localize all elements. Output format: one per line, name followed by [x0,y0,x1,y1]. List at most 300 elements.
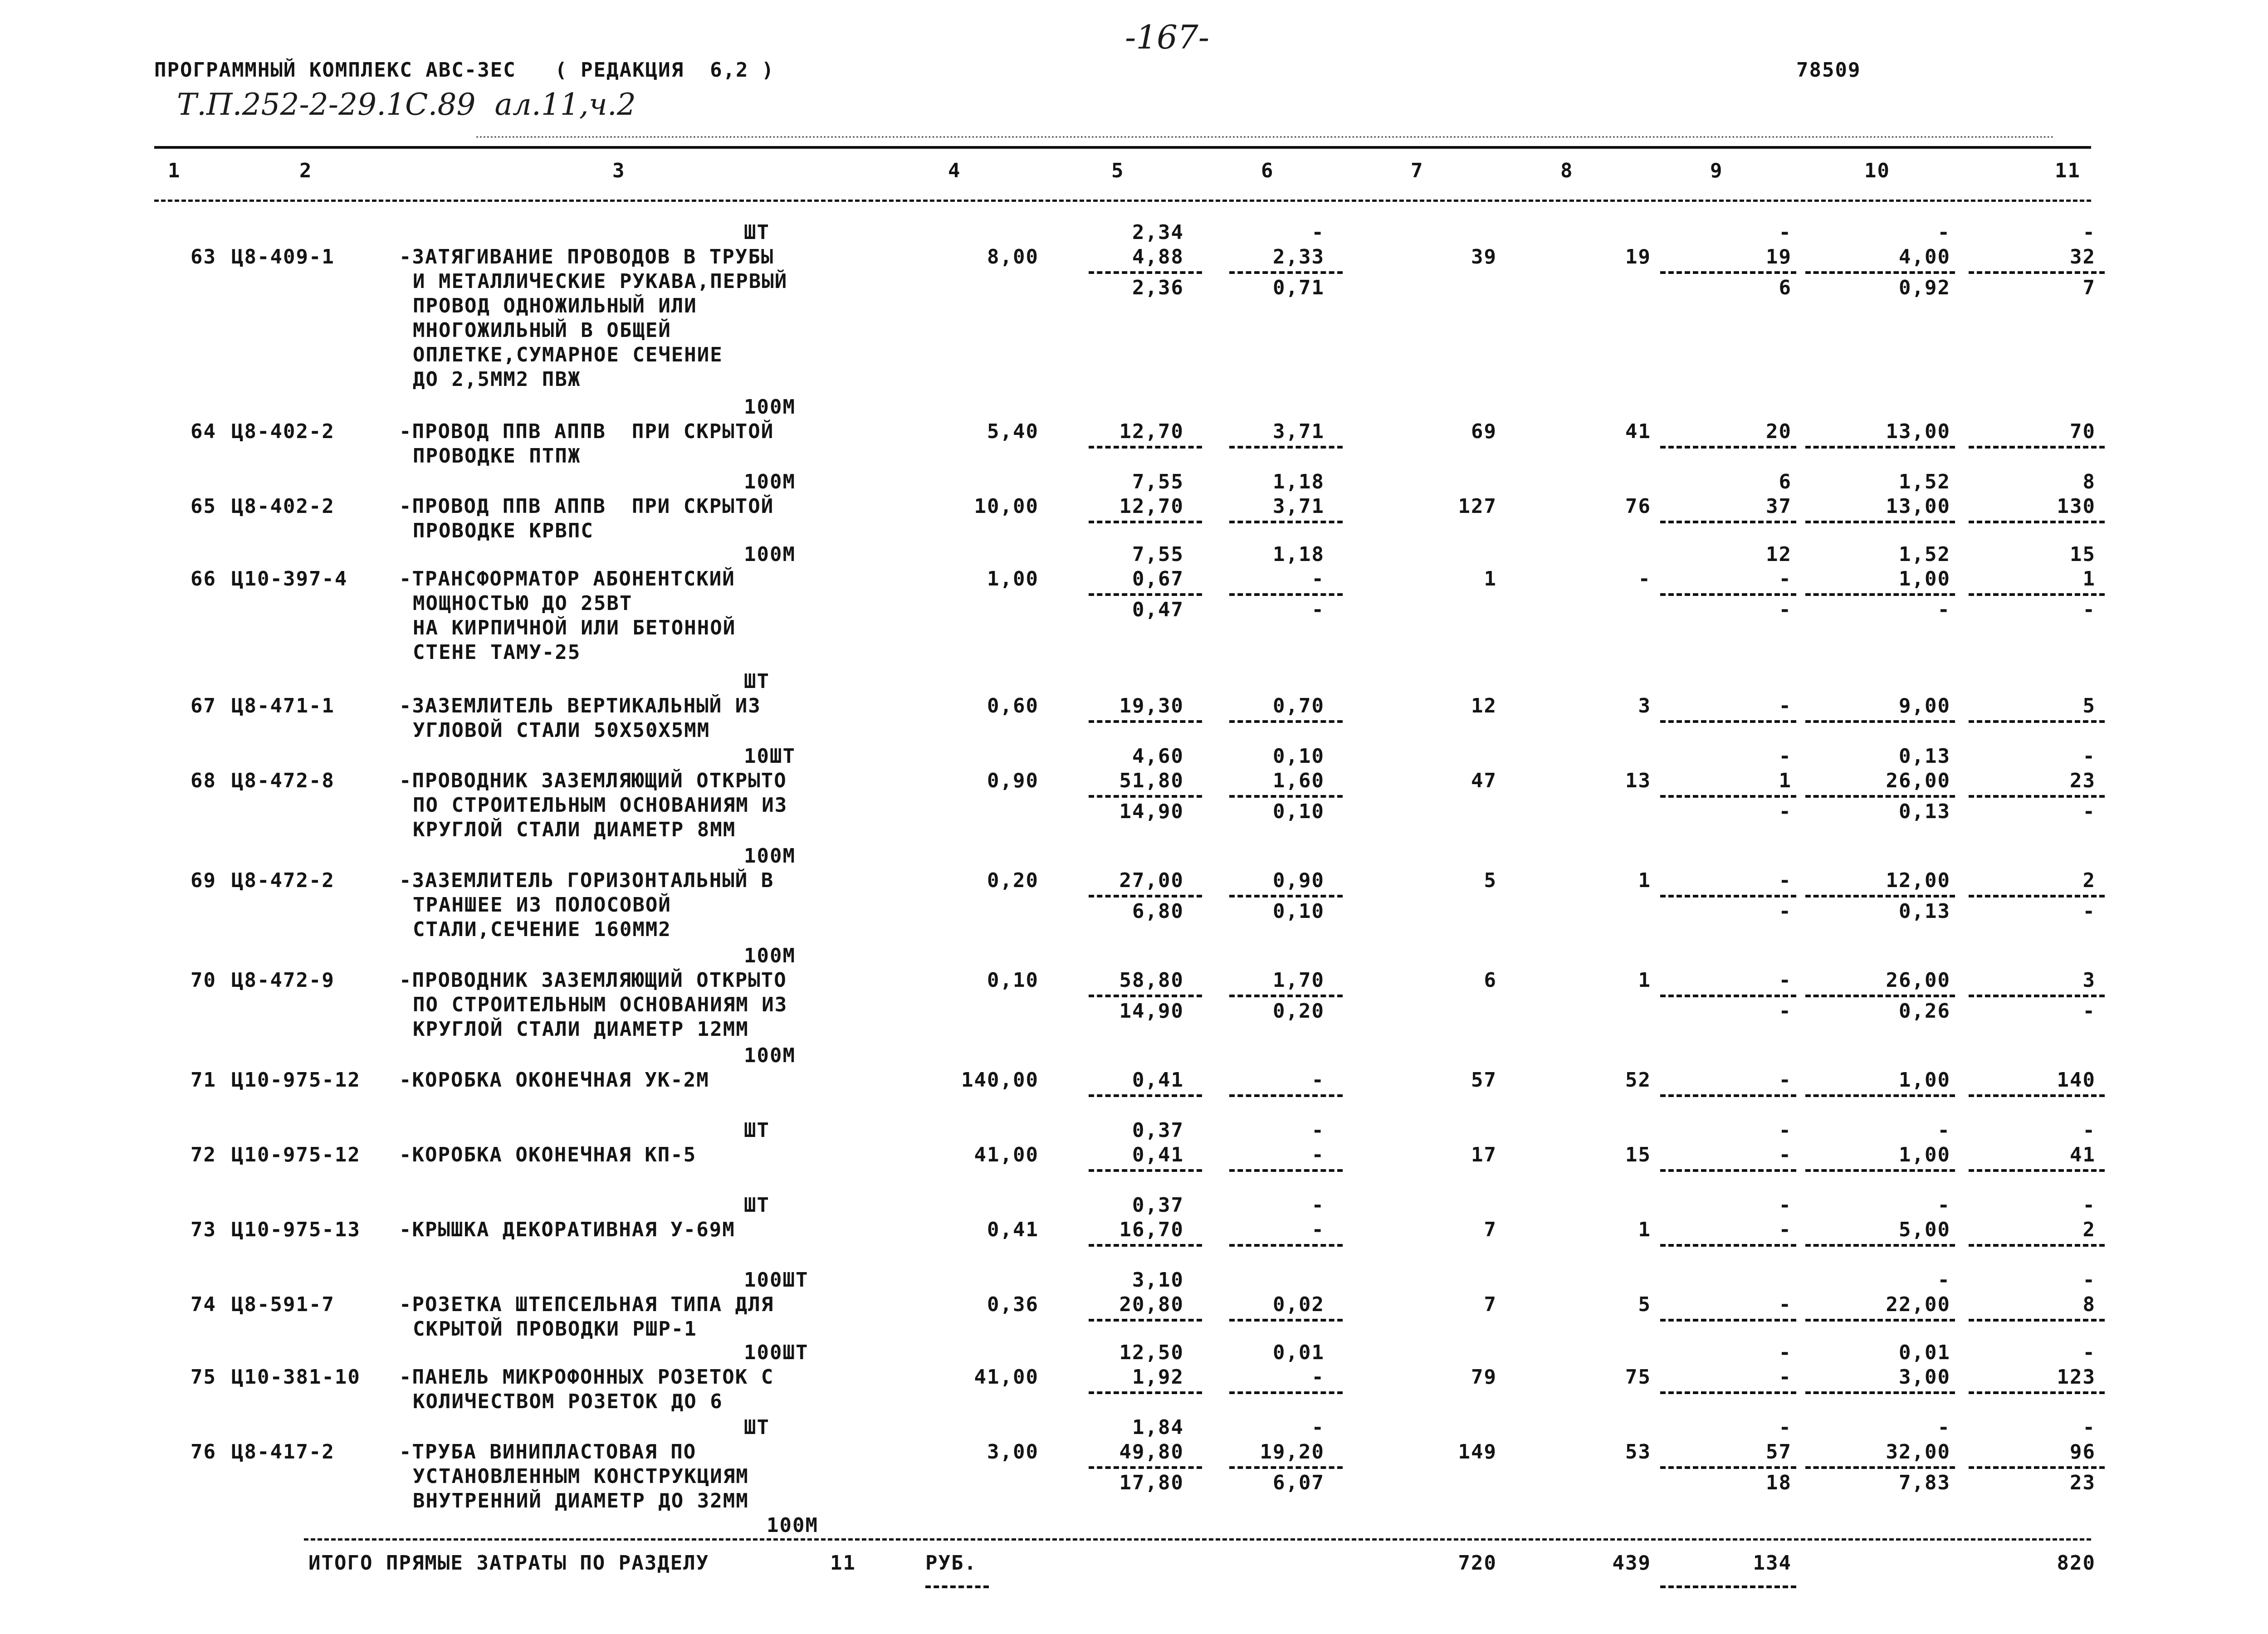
row-c6-separator [1229,271,1343,274]
row-c9-above: - [1779,745,1792,768]
row-c10: 1,00 [1899,1143,1950,1166]
row-unit-below: 100М [767,1514,818,1537]
row-c10-separator [1805,1466,1955,1469]
row-c5-above: 12,50 [1119,1341,1184,1364]
column-header-9: 9 [1710,159,1723,182]
row-c11-separator [1969,1466,2105,1469]
row-description-line: ПРОВОДКЕ ПТПЖ [413,444,581,468]
row-c5: 27,00 [1119,869,1184,892]
row-c11-above: - [2082,221,2096,244]
row-c9: - [1779,1143,1792,1166]
document-code: 78509 [1796,59,1861,82]
total-section: 11 [830,1551,856,1575]
row-c6: - [1311,1218,1325,1241]
row-c7: 149 [1458,1440,1497,1463]
row-c10: 3,00 [1899,1366,1950,1389]
row-c11-above: 15 [2070,543,2096,566]
row-c5-above: 2,34 [1132,221,1184,244]
row-c11b: - [2082,800,2096,823]
row-description-line: СТЕНЕ ТАМУ-25 [413,641,581,664]
row-unit: ШТ [744,1416,770,1439]
row-code: Ц10-975-12 [231,1068,361,1092]
row-c10b: 0,13 [1899,900,1950,923]
row-c5: 20,80 [1119,1293,1184,1316]
row-c9-separator [1660,593,1796,596]
row-c11: 2 [2082,869,2096,892]
row-unit: 100М [744,470,796,493]
row-number: 75 [191,1366,216,1389]
row-c10-separator [1805,521,1955,523]
row-c4: 1,00 [987,567,1039,590]
row-c9-above: 12 [1766,543,1792,566]
row-number: 69 [191,869,216,892]
total-currency: РУБ. [925,1551,977,1575]
row-c7: 57 [1471,1068,1497,1092]
row-c4: 8,00 [987,245,1039,268]
row-code: Ц8-402-2 [231,495,335,518]
row-c11-separator [1969,1319,2105,1322]
row-c10-above: - [1937,1194,1950,1217]
row-unit: 100М [744,1044,796,1067]
row-c8: 3 [1638,694,1651,717]
row-c11-above: - [2082,1341,2096,1364]
row-description-line: СТАЛИ,СЕЧЕНИЕ 160ММ2 [413,918,671,941]
column-header-7: 7 [1411,159,1424,182]
row-c8: - [1638,567,1651,590]
row-c10b: 0,92 [1899,276,1950,299]
row-number: 65 [191,495,216,518]
row-c9b: - [1779,1000,1792,1023]
row-c5-separator [1089,995,1202,997]
row-description-line: -КРЫШКА ДЕКОРАТИВНАЯ У-69М [399,1218,735,1241]
row-number: 63 [191,245,216,268]
row-description-line: ПО СТРОИТЕЛЬНЫМ ОСНОВАНИЯМ ИЗ [413,993,788,1016]
row-c5-separator [1089,271,1202,274]
row-c6-above: 1,18 [1273,543,1325,566]
row-code: Ц8-471-1 [231,694,335,717]
row-c9: 20 [1766,420,1792,443]
row-c8: 75 [1625,1366,1651,1389]
row-number: 71 [191,1068,216,1092]
row-description-line: ПО СТРОИТЕЛЬНЫМ ОСНОВАНИЯМ ИЗ [413,794,788,817]
row-c6-separator [1229,995,1343,997]
row-c6-separator [1229,1169,1343,1172]
row-c6: - [1311,1143,1325,1166]
row-description-line: -ПРОВОДНИК ЗАЗЕМЛЯЮЩИЙ ОТКРЫТО [399,969,787,992]
row-description-line: -ТРУБА ВИНИПЛАСТОВАЯ ПО [399,1440,697,1463]
row-number: 74 [191,1293,216,1316]
row-c11b: - [2082,598,2096,621]
row-unit: 100М [744,844,796,868]
row-c5-separator [1089,446,1202,449]
row-c9: - [1779,567,1792,590]
row-c11: 2 [2082,1218,2096,1241]
row-unit: 100М [744,543,796,566]
row-c10-above: 1,52 [1899,543,1950,566]
row-c4: 5,40 [987,420,1039,443]
row-c10-above: - [1937,1119,1950,1142]
row-c10-above: - [1937,1416,1950,1439]
row-c11-above: - [2082,1416,2096,1439]
row-c6b: 0,71 [1273,276,1325,299]
page-number: -167- [1125,18,1210,56]
row-c9: 19 [1766,245,1792,268]
total-col11: 820 [2057,1551,2096,1575]
row-code: Ц8-472-9 [231,969,335,992]
row-c5: 12,70 [1119,420,1184,443]
total-label: ИТОГО ПРЯМЫЕ ЗАТРАТЫ ПО РАЗДЕЛУ [308,1551,709,1575]
row-c9: 57 [1766,1440,1792,1463]
row-c5-separator [1089,593,1202,596]
row-c11b: - [2082,1000,2096,1023]
row-c11: 23 [2070,769,2096,792]
row-c7: 7 [1484,1218,1497,1241]
row-c10b: - [1937,598,1950,621]
row-unit: ШТ [744,670,770,693]
row-c11-separator [1969,271,2105,274]
row-c9-separator [1660,1319,1796,1322]
row-c10: 13,00 [1886,420,1950,443]
row-c5-separator [1089,521,1202,523]
row-c5-separator [1089,1244,1202,1247]
row-description-line: ДО 2,5ММ2 ПВЖ [413,368,581,391]
row-code: Ц10-381-10 [231,1366,361,1389]
row-description-line: ПРОВОДКЕ КРВПС [413,519,594,542]
row-c7: 127 [1458,495,1497,518]
row-c6-separator [1229,895,1343,897]
row-description-line: И МЕТАЛЛИЧЕСКИЕ РУКАВА,ПЕРВЫЙ [413,270,788,293]
row-c10: 1,00 [1899,1068,1950,1092]
row-c10-above: 1,52 [1899,470,1950,493]
column-header-10: 10 [1864,159,1890,182]
row-code: Ц8-402-2 [231,420,335,443]
row-description-line: -ПАНЕЛЬ МИКРОФОННЫХ РОЗЕТОК С [399,1366,774,1389]
row-c10-separator [1805,795,1955,798]
row-c9-separator [1660,1466,1796,1469]
row-c6: - [1311,567,1325,590]
row-c11-separator [1969,1244,2105,1247]
row-c6b: 0,10 [1273,900,1325,923]
row-c6: 0,90 [1273,869,1325,892]
row-c9-separator [1660,446,1796,449]
row-c11-separator [1969,995,2105,997]
row-code: Ц8-417-2 [231,1440,335,1463]
row-c9b: - [1779,900,1792,923]
row-c5b: 14,90 [1119,800,1184,823]
row-c9b: - [1779,598,1792,621]
row-c9-above: - [1779,221,1792,244]
row-c11-separator [1969,593,2105,596]
row-c9: 37 [1766,495,1792,518]
row-code: Ц8-409-1 [231,245,335,268]
row-c6-separator [1229,720,1343,723]
row-c4: 0,41 [987,1218,1039,1241]
row-c10: 4,00 [1899,245,1950,268]
row-c9: - [1779,1068,1792,1092]
row-c5: 12,70 [1119,495,1184,518]
row-c4: 0,20 [987,869,1039,892]
row-c5b: 0,47 [1132,598,1184,621]
row-c11: 1 [2082,567,2096,590]
row-c8: 52 [1625,1068,1651,1092]
row-c7: 1 [1484,567,1497,590]
row-code: Ц8-472-2 [231,869,335,892]
row-c6: - [1311,1068,1325,1092]
row-c6-separator [1229,446,1343,449]
row-c6: - [1311,1366,1325,1389]
row-c10b: 0,13 [1899,800,1950,823]
row-c4: 140,00 [961,1068,1039,1092]
row-c10-separator [1805,995,1955,997]
row-number: 67 [191,694,216,717]
row-c10: 26,00 [1886,769,1950,792]
row-number: 70 [191,969,216,992]
row-c11-above: 8 [2082,470,2096,493]
row-c10-separator [1805,593,1955,596]
row-c9-separator [1660,521,1796,523]
column-header-4: 4 [948,159,961,182]
row-c6-above: - [1311,221,1325,244]
row-code: Ц10-397-4 [231,567,348,590]
row-c6: 3,71 [1273,420,1325,443]
row-description-line: -ПРОВОД ППВ АППВ ПРИ СКРЫТОЙ [399,495,774,518]
column-header-8: 8 [1560,159,1574,182]
row-description-line: УГЛОВОЙ СТАЛИ 50Х50Х5ММ [413,719,710,742]
total-row [0,1551,2268,1578]
row-c8: 5 [1638,1293,1651,1316]
row-c6b: 6,07 [1273,1471,1325,1494]
row-c7: 39 [1471,245,1497,268]
row-description-line: ОПЛЕТКЕ,СУМАРНОЕ СЕЧЕНИЕ [413,343,723,366]
row-c5-separator [1089,795,1202,798]
row-description-line: УСТАНОВЛЕННЫМ КОНСТРУКЦИЯМ [413,1465,749,1488]
row-c10-above: - [1937,221,1950,244]
total-currency-underline [925,1585,989,1588]
row-c6-above: 0,01 [1273,1341,1325,1364]
row-description-line: -КОРОБКА ОКОНЕЧНАЯ КП-5 [399,1143,697,1166]
row-c6: 1,60 [1273,769,1325,792]
row-c9: 1 [1779,769,1792,792]
row-description-line: МНОГОЖИЛЬНЫЙ В ОБЩЕЙ [413,319,671,342]
row-description-line: ВНУТРЕННИЙ ДИАМЕТР ДО 32ММ [413,1489,749,1512]
row-c10b: 7,83 [1899,1471,1950,1494]
row-c5b: 6,80 [1132,900,1184,923]
row-c5-separator [1089,1466,1202,1469]
program-title: ПРОГРАММНЫЙ КОМПЛЕКС АВС-3ЕС ( РЕДАКЦИЯ 6,2 ) [154,59,775,82]
row-c10b: 0,26 [1899,1000,1950,1023]
column-header-2: 2 [299,159,313,182]
row-c9b: 6 [1779,276,1792,299]
row-c9-above: - [1779,1194,1792,1217]
row-code: Ц10-975-13 [231,1218,361,1241]
row-c11-above: - [2082,1268,2096,1292]
row-description-line: МОЩНОСТЬЮ ДО 25ВТ [413,592,633,615]
row-unit: 100ШТ [744,1268,809,1292]
row-c4: 0,90 [987,769,1039,792]
row-c11b: 23 [2070,1471,2096,1494]
row-c6-above: - [1311,1119,1325,1142]
row-c11: 8 [2082,1293,2096,1316]
row-c4: 0,36 [987,1293,1039,1316]
row-unit: 100ШТ [744,1341,809,1364]
row-c11: 130 [2057,495,2096,518]
row-unit: 100М [744,944,796,967]
row-c11-above: - [2082,745,2096,768]
row-c6-separator [1229,521,1343,523]
row-c9b: 18 [1766,1471,1792,1494]
row-c8: 41 [1625,420,1651,443]
row-c9-above: 6 [1779,470,1792,493]
row-c6: 0,02 [1273,1293,1325,1316]
row-c7: 12 [1471,694,1497,717]
row-c9: - [1779,1293,1792,1316]
row-c4: 3,00 [987,1440,1039,1463]
row-c11: 123 [2057,1366,2096,1389]
row-c8: 1 [1638,969,1651,992]
row-c5: 1,92 [1132,1366,1184,1389]
row-c6-separator [1229,1094,1343,1097]
row-c5-above: 3,10 [1132,1268,1184,1292]
row-c10-above: 0,13 [1899,745,1950,768]
row-c11-separator [1969,1094,2105,1097]
row-number: 66 [191,567,216,590]
row-number: 64 [191,420,216,443]
row-c8: 15 [1625,1143,1651,1166]
row-c11-above: - [2082,1119,2096,1142]
column-header-5: 5 [1111,159,1124,182]
row-c6: 1,70 [1273,969,1325,992]
row-c9: - [1779,694,1792,717]
row-description-line: -ЗАТЯГИВАНИЕ ПРОВОДОВ В ТРУБЫ [399,245,774,268]
row-c9-separator [1660,795,1796,798]
row-c7: 5 [1484,869,1497,892]
row-c8: 19 [1625,245,1651,268]
row-c6: 3,71 [1273,495,1325,518]
row-c9-above: - [1779,1341,1792,1364]
row-c9-separator [1660,895,1796,897]
row-description-line: КОЛИЧЕСТВОМ РОЗЕТОК ДО 6 [413,1390,723,1413]
column-header-3: 3 [612,159,626,182]
row-c9-separator [1660,1391,1796,1394]
row-c10-above: 0,01 [1899,1341,1950,1364]
row-unit: ШТ [744,221,770,244]
row-c9-separator [1660,995,1796,997]
row-description-line: НА КИРПИЧНОЙ ИЛИ БЕТОННОЙ [413,616,736,639]
row-c7: 69 [1471,420,1497,443]
row-c4: 0,60 [987,694,1039,717]
row-c6-above: 0,10 [1273,745,1325,768]
row-c5: 0,41 [1132,1143,1184,1166]
row-c10-separator [1805,1319,1955,1322]
row-c5b: 17,80 [1119,1471,1184,1494]
row-c5-above: 7,55 [1132,470,1184,493]
row-c11: 3 [2082,969,2096,992]
row-c11: 140 [2057,1068,2096,1092]
row-description-line: КРУГЛОЙ СТАЛИ ДИАМЕТР 12ММ [413,1018,749,1041]
row-c5-separator [1089,720,1202,723]
row-c10-separator [1805,720,1955,723]
row-c11b: - [2082,900,2096,923]
row-c10-separator [1805,1391,1955,1394]
row-c5-above: 4,60 [1132,745,1184,768]
row-c9b: - [1779,800,1792,823]
column-header-1: 1 [168,159,181,182]
row-description-line: ТРАНШЕЕ ИЗ ПОЛОСОВОЙ [413,893,671,917]
row-c9-separator [1660,1094,1796,1097]
row-c10-separator [1805,271,1955,274]
row-c10-separator [1805,1169,1955,1172]
row-description-line: КРУГЛОЙ СТАЛИ ДИАМЕТР 8ММ [413,818,736,841]
row-c4: 41,00 [974,1143,1039,1166]
row-c5: 51,80 [1119,769,1184,792]
row-description-line: -КОРОБКА ОКОНЕЧНАЯ УК-2М [399,1068,709,1092]
row-c6: 2,33 [1273,245,1325,268]
row-c4: 10,00 [974,495,1039,518]
row-c11-separator [1969,795,2105,798]
row-c11-separator [1969,895,2105,897]
total-col9-underline [1660,1585,1796,1588]
row-c4: 41,00 [974,1366,1039,1389]
total-col7: 720 [1458,1551,1497,1575]
row-c7: 6 [1484,969,1497,992]
row-c5-above: 0,37 [1132,1194,1184,1217]
row-number: 72 [191,1143,216,1166]
total-separator-rule [304,1538,2091,1541]
row-c5-above: 7,55 [1132,543,1184,566]
row-c6-above: - [1311,1194,1325,1217]
row-c6-above: - [1311,1416,1325,1439]
row-c9-separator [1660,1244,1796,1247]
row-c11: 70 [2070,420,2096,443]
row-unit: 10ШТ [744,745,796,768]
row-c5: 49,80 [1119,1440,1184,1463]
row-c10-above: - [1937,1268,1950,1292]
row-c6-above: 1,18 [1273,470,1325,493]
row-c6b: 0,10 [1273,800,1325,823]
row-c7: 17 [1471,1143,1497,1166]
row-c9: - [1779,969,1792,992]
row-c11b: 7 [2082,276,2096,299]
row-description-line: ПРОВОД ОДНОЖИЛЬНЫЙ ИЛИ [413,294,697,317]
row-c6: 0,70 [1273,694,1325,717]
row-c11-separator [1969,720,2105,723]
row-c8: 13 [1625,769,1651,792]
row-unit: ШТ [744,1119,770,1142]
row-number: 76 [191,1440,216,1463]
row-c7: 47 [1471,769,1497,792]
row-c10: 22,00 [1886,1293,1950,1316]
row-c5-separator [1089,895,1202,897]
row-description-line: -ПРОВОД ППВ АППВ ПРИ СКРЫТОЙ [399,420,774,443]
row-c10: 13,00 [1886,495,1950,518]
row-c10-separator [1805,895,1955,897]
row-c8: 76 [1625,495,1651,518]
row-c5b: 2,36 [1132,276,1184,299]
row-code: Ц10-975-12 [231,1143,361,1166]
row-c9-above: - [1779,1119,1792,1142]
row-c11: 32 [2070,245,2096,268]
row-c8: 1 [1638,1218,1651,1241]
row-c5-above: 1,84 [1132,1416,1184,1439]
row-unit: ШТ [744,1194,770,1217]
column-header-6: 6 [1261,159,1274,182]
row-c6b: 0,20 [1273,1000,1325,1023]
row-c9: - [1779,1218,1792,1241]
row-description-line: -РОЗЕТКА ШТЕПСЕЛЬНАЯ ТИПА ДЛЯ [399,1293,774,1316]
row-c10: 9,00 [1899,694,1950,717]
row-unit: 100М [744,395,796,419]
row-c5: 19,30 [1119,694,1184,717]
